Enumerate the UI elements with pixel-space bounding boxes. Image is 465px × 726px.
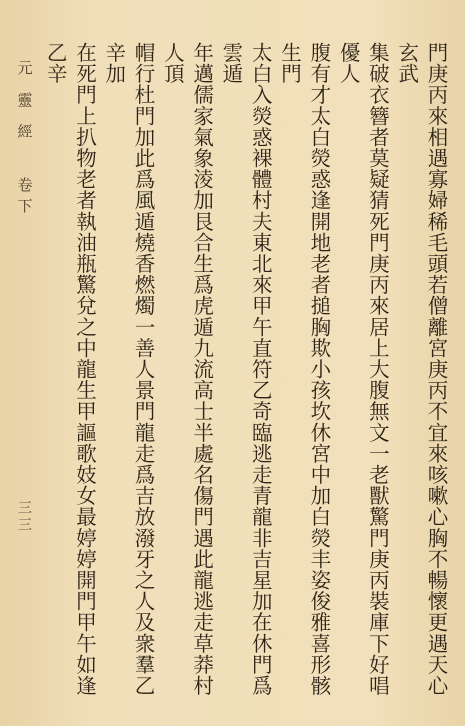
text-column: 門庚丙來相遇寡婦稀毛頭若僧離宮庚丙不宜來咳嗽心胸不暢懷更遇天心玄武 [394, 42, 448, 697]
running-head [10, 60, 40, 219]
text-column: 腹有才太白熒惑逢開地老者搥胸欺小孩坎休宮中加白熒丰姿俊雅喜形骸生門 [277, 42, 331, 697]
text-column: 太白入熒惑裸體村夫東北來甲午直符乙奇臨逃走青龍非吉星加在休門爲雲遁 [218, 42, 273, 697]
body-text [38, 42, 450, 702]
text-column: 年邁儒家氣象淩加艮合生爲虎遁九流高士半處名傷門遇此龍逃走草莽村人頂 [160, 42, 214, 697]
book-title: 元 靈 經 [15, 60, 34, 145]
text-column: 在死門上扒物老者執油瓶驚兌之中龍生甲謳歌妓女最婷婷開門甲午如逢乙辛 [43, 42, 97, 697]
text-column: 帽行杜門加此爲風遁燒香燃燭一善人景門龍走爲吉放潑牙之人及衆羣乙辛加 [101, 42, 156, 697]
page-number: 三三 [16, 500, 32, 534]
text-column: 集破衣簪者莫疑猜死門庚丙來居上大腹無文一老獸驚門庚丙裝庫下好唱優人 [336, 42, 390, 697]
volume-label: 卷下 [15, 176, 34, 219]
text-column [38, 42, 40, 702]
